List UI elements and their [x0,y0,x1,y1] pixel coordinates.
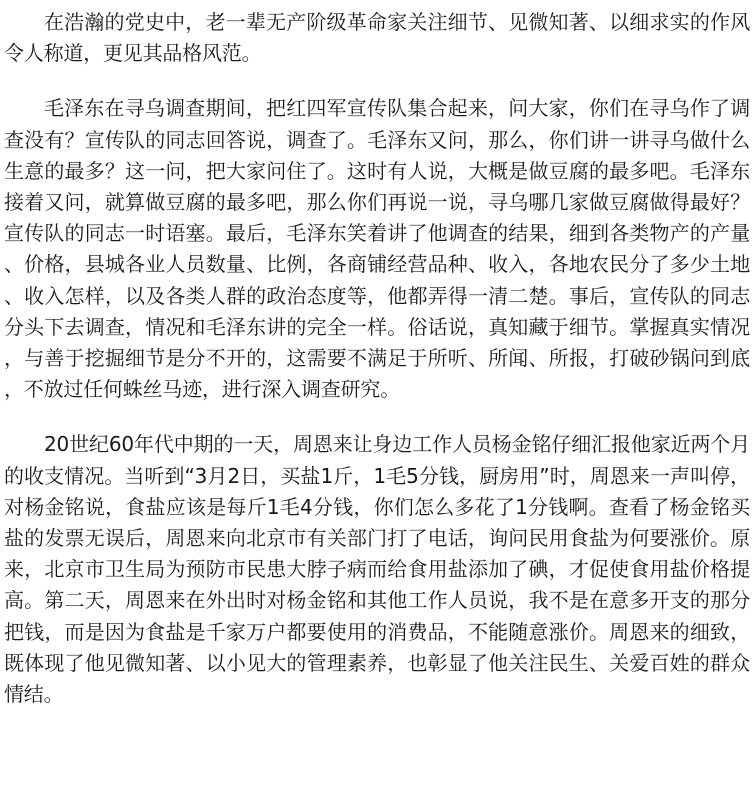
paragraph-mao-zedong-xunwu-investigation: 毛泽东在寻乌调查期间，把红四军宣传队集合起来，问大家，你们在寻乌作了调查没有？宣传队的同志回答说，调查了。毛泽东又问，那么，你们讲一讲寻乌做什么生意的最多？这一问，把大家问住了。这时有人说，大概是做豆腐的最多吧。毛泽东接着又问，就算做豆腐的最多吧，那么你们再说一说，寻乌哪几家做豆腐做得最好？宣传队的同志一时语塞。最后，毛泽东笑着讲了他调查的结果，细到各类物产的产量、价格，县城各业人员数量、比例，各商铺经营品种、收入，各地农民分了多少土地、收入怎样，以及各类人群的政治态度等，他都弄得一清二楚。事后，宣传队的同志分头下去调查，情况和毛泽东讲的完全一样。俗话说，真知藏于细节。掌握真实情况，与善于挖掘细节是分不开的，这需要不满足于所听、所闻、所报，打破砂锅问到底，不放过任何蛛丝马迹，进行深入调查研究。 [4,96,750,402]
paragraph-zhou-enlai-salt-price: 20世纪60年代中期的一天，周恩来让身边工作人员杨金铭仔细汇报他家近两个月的收支情况。当听到“3月2日，买盐1斤，1毛5分钱，厨房用”时，周恩来一声叫停，对杨金铭说，食盐应该是每斤1毛4分钱，你们怎么多花了1分钱啊。查看了杨金铭买盐的发票无误后，周恩来向北京市有关部门打了电话，询问民用食盐为何要涨价。原来，北京市卫生局为预防市民患大脖子病而给食用盐添加了碘，才促使食用盐价格提高。第二天，周恩来在外出时对杨金铭和其他工作人员说，我不是在意多开支的那分把钱，而是因为食盐是千家万户都要使用的消费品，不能随意涨价。周恩来的细致，既体现了他见微知著、以小见大的管理素养，也彰显了他关注民生、关爱百姓的群众情结。 [4,432,750,707]
paragraph-intro: 在浩瀚的党史中，老一辈无产阶级革命家关注细节、见微知著、以细求实的作风令人称道，更见其品格风范。 [4,10,750,66]
